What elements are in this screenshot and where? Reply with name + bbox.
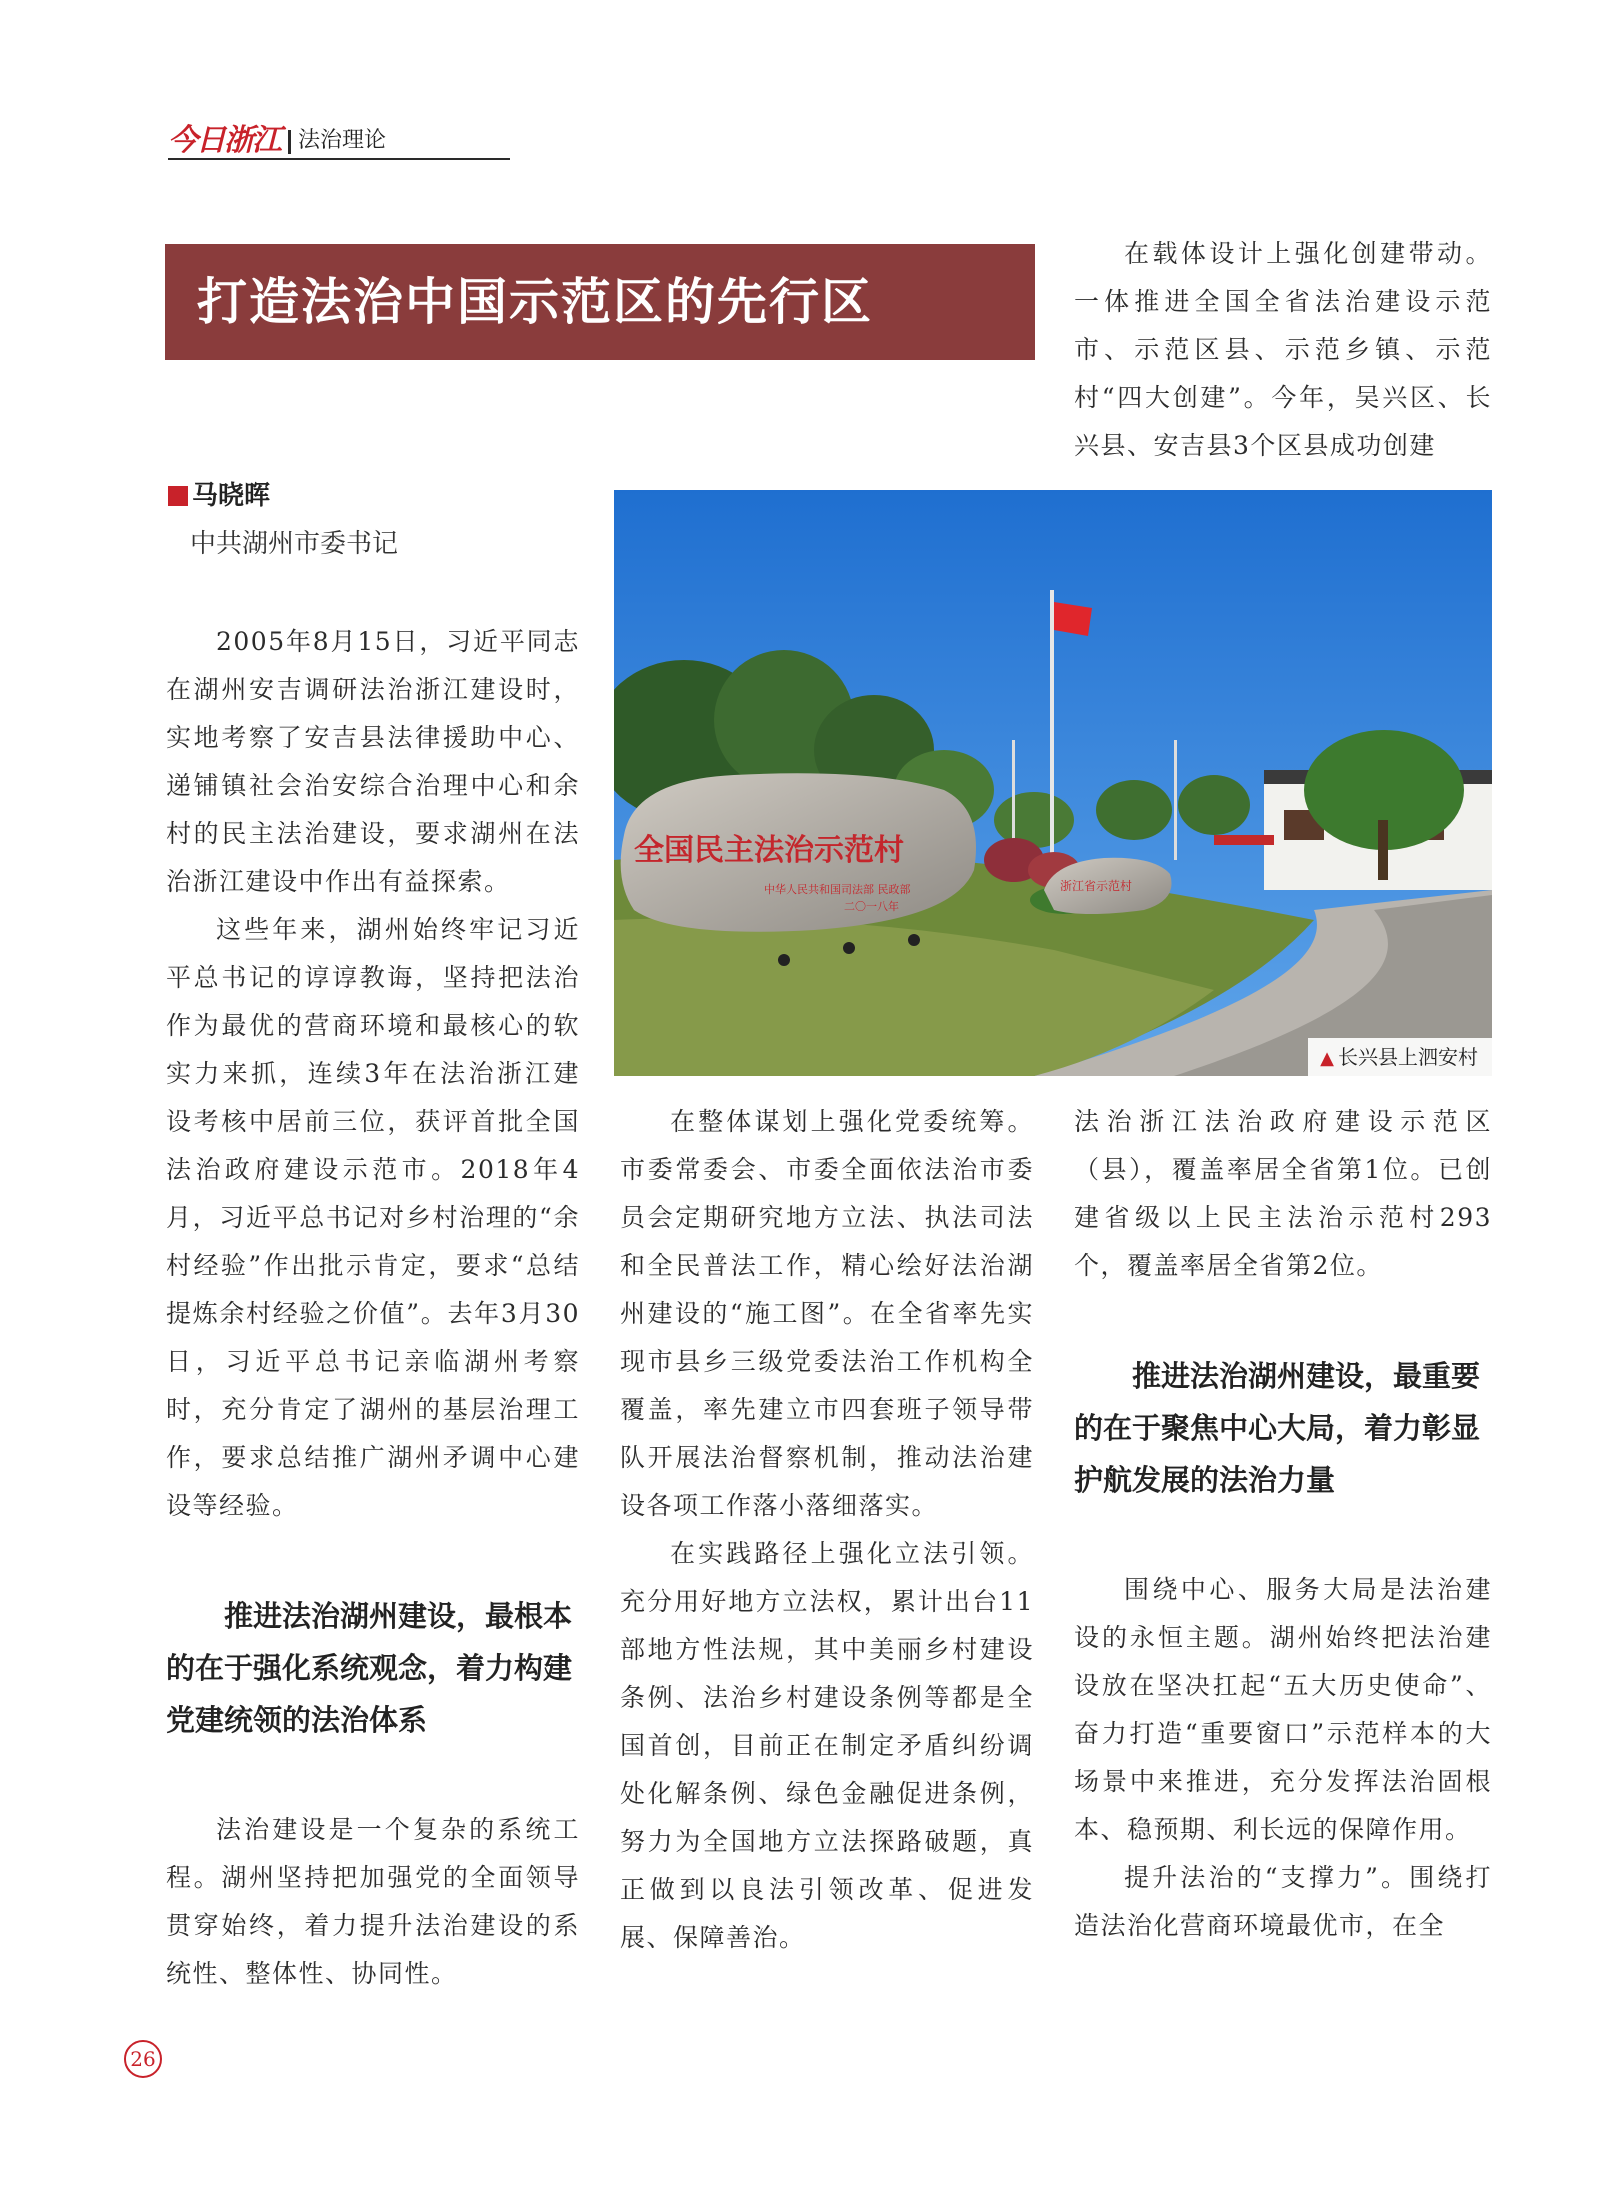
photo-caption <box>1308 1038 1492 1076</box>
section-heading: 推进法治湖州建设，最根本的在于强化系统观念，着力构建党建统领的法治体系 <box>166 1599 573 1737</box>
author-title: 中共湖州市委书记 <box>190 529 399 559</box>
page-number: 26 <box>124 2040 162 2078</box>
village-photo-illustration <box>614 490 1492 1076</box>
masthead <box>168 124 510 160</box>
masthead-separator <box>288 130 291 154</box>
paragraph: 提升法治的“支撑力”。围绕打造法治化营商环境最优市，在全 <box>1074 1863 1492 1940</box>
triangle-icon: ▲ <box>1320 1048 1334 1069</box>
article-title: 打造法治中国示范区的先行区 <box>197 272 873 331</box>
section-label: 法治理论 <box>298 128 387 153</box>
section-heading: 推进法治湖州建设，最重要的在于聚焦中心大局，着力彰显护航发展的法治力量 <box>1074 1359 1481 1497</box>
body-column-2 <box>620 1098 1034 1962</box>
body-column-3-top <box>1074 230 1492 470</box>
paragraph: 围绕中心、服务大局是法治建设的永恒主题。湖州始终把法治建设放在坚决扛起“五大历史使命”、奋力打造“重要窗口”示范样本的大场景中来推进，充分发挥法治固根本、稳预期、利长远的保障作用。 <box>1074 1575 1492 1844</box>
paragraph: 2005年8月15日，习近平同志在湖州安吉调研法治浙江建设时，实地考察了安吉县法律援助中心、递铺镇社会治安综合治理中心和余村的民主法治建设，要求湖州在法治浙江建设中作出有益探索。 <box>166 627 580 896</box>
small-stone-inscription: 浙江省示范村 <box>1060 879 1133 893</box>
paragraph: 在实践路径上强化立法引领。充分用好地方立法权，累计出台11部地方性法规，其中美丽乡村建设条例、法治乡村建设条例等都是全国首创，目前正在制定矛盾纠纷调处化解条例、绿色金融促进条例，努力为全国地方立法探路破题，真正做到以良法引领改革、促进发展、保障善治。 <box>620 1539 1034 1952</box>
author-marker-icon <box>168 486 188 506</box>
stone-inscription-main: 全国民主法治示范村 <box>634 833 904 868</box>
paragraph: 在整体谋划上强化党委统筹。市委常委会、市委全面依法治市委员会定期研究地方立法、执法司法和全民普法工作，精心绘好法治湖州建设的“施工图”。在全省率先实现市县乡三级党委法治工作机构全覆盖，率先建立市四套班子领导带队开展法治督察机制，推动法治建设各项工作落小落细落实。 <box>620 1107 1034 1520</box>
paragraph: 在载体设计上强化创建带动。一体推进全国全省法治建设示范市、示范区县、示范乡镇、示范村“四大创建”。今年，吴兴区、长兴县、安吉县3个区县成功创建 <box>1074 239 1492 460</box>
magazine-logo: 今日浙江 <box>168 123 280 158</box>
article-photo <box>614 490 1492 1076</box>
body-column-1 <box>166 618 580 1998</box>
author-name: 马晓晖 <box>192 481 271 511</box>
title-banner <box>165 244 1035 360</box>
stone-inscription-sub: 中华人民共和国司法部 民政部 <box>764 883 911 896</box>
photo-caption-text: 长兴县上泗安村 <box>1338 1045 1478 1069</box>
body-column-3-bottom <box>1074 1098 1492 1950</box>
paragraph: 这些年来，湖州始终牢记习近平总书记的谆谆教诲，坚持把法治作为最优的营商环境和最核心的软实力来抓，连续3年在法治浙江建设考核中居前三位，获评首批全国法治政府建设示范市。2018年4月，习近平总书记对乡村治理的“余村经验”作出批示肯定，要求“总结提炼余村经验之价值”。去年3月30日，习近平总书记亲临湖州考察时，充分肯定了湖州的基层治理工作，要求总结推广湖州矛调中心建设等经验。 <box>166 915 580 1520</box>
paragraph: 法治建设是一个复杂的系统工程。湖州坚持把加强党的全面领导贯穿始终，着力提升法治建设的系统性、整体性、协同性。 <box>166 1815 580 1988</box>
paragraph-continued: 法治浙江法治政府建设示范区（县），覆盖率居全省第1位。已创建省级以上民主法治示范村293个，覆盖率居全省第2位。 <box>1074 1107 1492 1280</box>
stone-inscription-date: 二〇一八年 <box>844 900 899 913</box>
